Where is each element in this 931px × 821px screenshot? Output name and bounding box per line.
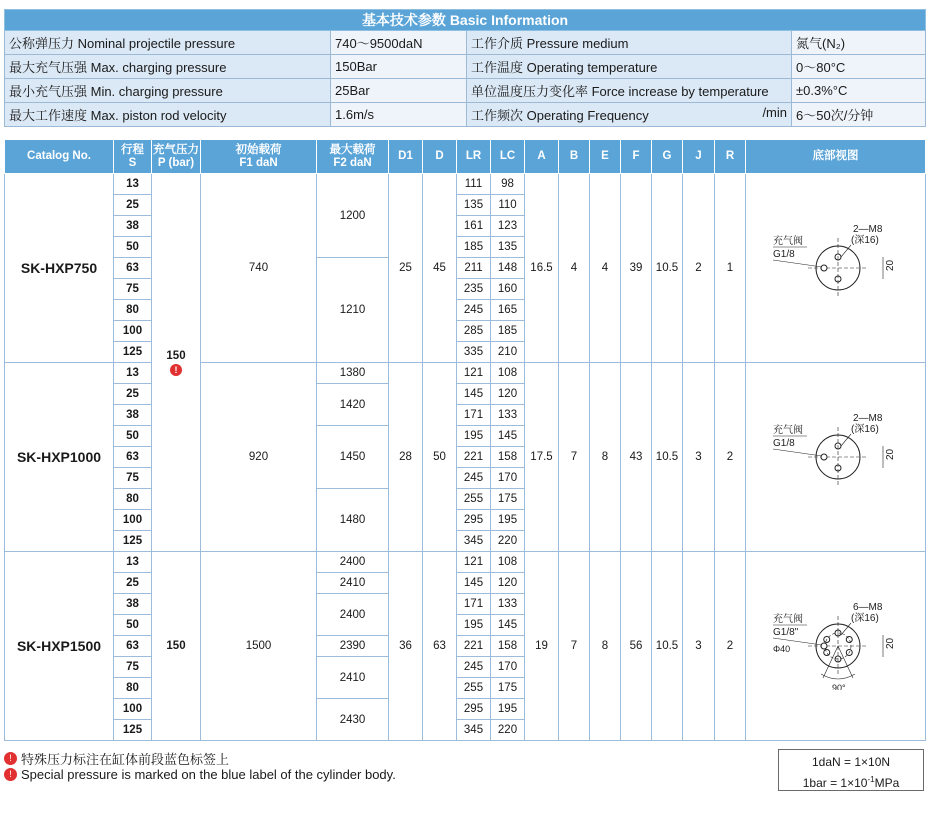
table-header-row — [5, 140, 926, 174]
lr-value: 245 — [457, 300, 491, 321]
info-label: 公称弹压力 Nominal projectile pressure — [5, 31, 331, 55]
stroke-value: 63 — [114, 636, 152, 657]
f2-value: 1210 — [317, 258, 389, 363]
f1-value: 920 — [201, 363, 317, 552]
col-f: F — [621, 140, 652, 174]
lc-value: 158 — [491, 447, 525, 468]
lc-value: 185 — [491, 321, 525, 342]
lc-value: 133 — [491, 405, 525, 426]
lc-value: 133 — [491, 594, 525, 615]
f2-value: 2400 — [317, 552, 389, 573]
d-value: 63 — [423, 552, 457, 741]
col-j: J — [683, 140, 715, 174]
lc-value: 160 — [491, 279, 525, 300]
stroke-value: 80 — [114, 300, 152, 321]
col-stroke: 行程 S — [114, 140, 152, 174]
stroke-value: 125 — [114, 342, 152, 363]
col-catalog: Catalog No. — [5, 140, 114, 174]
pressure-value: 150 — [166, 349, 186, 362]
f-value: 39 — [621, 174, 652, 363]
stroke-value: 13 — [114, 174, 152, 195]
note-cn — [4, 749, 229, 768]
b-value: 7 — [559, 552, 590, 741]
lr-value: 221 — [457, 636, 491, 657]
col-f1: 初始载荷 F1 daN — [201, 140, 317, 174]
lc-value: 195 — [491, 510, 525, 531]
a-value: 19 — [525, 552, 559, 741]
lc-value: 108 — [491, 552, 525, 573]
col-d: D — [423, 140, 457, 174]
thread-label: G1/8 — [772, 248, 795, 260]
info-value: 1.6m/s — [331, 103, 467, 127]
col-g: G — [652, 140, 683, 174]
lr-value: 295 — [457, 510, 491, 531]
f-value: 56 — [621, 552, 652, 741]
info-value: 25Bar — [331, 79, 467, 103]
stroke-value: 50 — [114, 426, 152, 447]
info-value: 150Bar — [331, 55, 467, 79]
stroke-value: 13 — [114, 552, 152, 573]
dimension-label: 20 — [884, 637, 896, 649]
stroke-value: 38 — [114, 216, 152, 237]
lr-value: 171 — [457, 594, 491, 615]
lr-value: 245 — [457, 657, 491, 678]
col-pressure: 充气压力 P (bar) — [152, 140, 201, 174]
lc-value: 110 — [491, 195, 525, 216]
lc-value: 123 — [491, 216, 525, 237]
lc-value: 120 — [491, 384, 525, 405]
f2-value: 1450 — [317, 426, 389, 489]
angle-line — [823, 646, 838, 678]
lc-value: 148 — [491, 258, 525, 279]
f2-value: 2410 — [317, 657, 389, 699]
d-value: 45 — [423, 174, 457, 363]
lr-value: 195 — [457, 615, 491, 636]
col-b: B — [559, 140, 590, 174]
lc-value: 145 — [491, 615, 525, 636]
lc-value: 120 — [491, 573, 525, 594]
info-row — [5, 55, 926, 79]
charging-valve — [821, 643, 827, 649]
pressure-cell — [152, 174, 201, 552]
lr-value: 145 — [457, 573, 491, 594]
leader-line — [773, 260, 822, 267]
col-e: E — [590, 140, 621, 174]
j-value: 2 — [683, 174, 715, 363]
info-row — [5, 31, 926, 55]
note-en — [4, 767, 396, 782]
stroke-value: 75 — [114, 279, 152, 300]
table-row — [5, 363, 926, 384]
table-row — [5, 174, 926, 195]
info-value: 0～80°C — [792, 55, 926, 79]
basic-info-table — [4, 9, 926, 127]
lc-value: 165 — [491, 300, 525, 321]
lr-value: 255 — [457, 489, 491, 510]
f2-value: 1200 — [317, 174, 389, 258]
charging-valve — [821, 265, 827, 271]
g-value: 10.5 — [652, 552, 683, 741]
f-value: 43 — [621, 363, 652, 552]
lr-value: 145 — [457, 384, 491, 405]
warning-icon: ! — [4, 752, 17, 765]
a-value: 16.5 — [525, 174, 559, 363]
lr-value: 295 — [457, 699, 491, 720]
bottom-view-cell — [746, 174, 926, 363]
lc-value: 220 — [491, 531, 525, 552]
g-value: 10.5 — [652, 363, 683, 552]
angle-line — [838, 646, 853, 678]
lr-value: 121 — [457, 363, 491, 384]
f2-value: 2410 — [317, 573, 389, 594]
e-value: 8 — [590, 363, 621, 552]
bolt-hole — [846, 636, 852, 642]
lc-value: 145 — [491, 426, 525, 447]
valve-label: 充气阀 — [772, 235, 803, 247]
stroke-value: 100 — [114, 510, 152, 531]
thread-label: G1/8 — [772, 437, 795, 449]
f2-value: 1380 — [317, 363, 389, 384]
info-label: 单位温度压力变化率 Force increase by temperature — [467, 79, 792, 103]
thread-label: G1/8" — [772, 626, 798, 638]
info-row — [5, 103, 926, 127]
lr-value: 135 — [457, 195, 491, 216]
bottom-view-drawing — [771, 600, 901, 690]
stroke-value: 63 — [114, 258, 152, 279]
info-value: 氮气(N₂) — [792, 31, 926, 55]
pressure-value: 150 — [152, 552, 201, 741]
lr-value: 335 — [457, 342, 491, 363]
f2-value: 1480 — [317, 489, 389, 552]
angle-arc — [821, 674, 855, 679]
stroke-value: 125 — [114, 531, 152, 552]
f2-value: 2400 — [317, 594, 389, 636]
col-bottom-view: 底部视图 — [746, 140, 926, 174]
lr-value: 111 — [457, 174, 491, 195]
stroke-value: 25 — [114, 195, 152, 216]
dimension-label: 20 — [884, 448, 896, 460]
unit-line-dan: 1daN = 1×10N — [811, 755, 891, 769]
bottom-view-drawing — [771, 411, 901, 501]
bottom-view-cell — [746, 552, 926, 741]
d-value: 50 — [423, 363, 457, 552]
lc-value: 195 — [491, 699, 525, 720]
info-row — [5, 79, 926, 103]
j-value: 3 — [683, 363, 715, 552]
lc-value: 210 — [491, 342, 525, 363]
spec-table — [4, 139, 926, 741]
stroke-value: 13 — [114, 363, 152, 384]
lr-value: 345 — [457, 720, 491, 741]
lr-value: 171 — [457, 405, 491, 426]
col-a: A — [525, 140, 559, 174]
bottom-view-drawing — [771, 222, 901, 312]
catalog-no: SK-HXP1000 — [5, 363, 114, 552]
charging-valve — [821, 454, 827, 460]
stroke-value: 38 — [114, 405, 152, 426]
col-d1: D1 — [389, 140, 423, 174]
info-value: 6～50次/分钟 — [792, 103, 926, 127]
depth-label: (深16) — [850, 234, 879, 246]
info-label: 最小充气压强 Min. charging pressure — [5, 79, 331, 103]
f2-value: 1420 — [317, 384, 389, 426]
warning-icon: ! — [4, 768, 17, 781]
stroke-value: 50 — [114, 615, 152, 636]
valve-label: 充气阀 — [772, 424, 803, 436]
b-value: 4 — [559, 174, 590, 363]
info-label: 最大充气压强 Max. charging pressure — [5, 55, 331, 79]
stroke-value: 125 — [114, 720, 152, 741]
lr-value: 161 — [457, 216, 491, 237]
info-value: ±0.3%°C — [792, 79, 926, 103]
lc-value: 170 — [491, 468, 525, 489]
stroke-value: 75 — [114, 468, 152, 489]
depth-label: (深16) — [850, 612, 879, 624]
unit-line-bar: $1bar = 1\times 10^{-1}MPa$ — [802, 775, 900, 790]
d1-value: 25 — [389, 174, 423, 363]
angle-label: 90° — [831, 682, 846, 690]
col-lc: LC — [491, 140, 525, 174]
table-row — [5, 552, 926, 573]
g-value: 10.5 — [652, 174, 683, 363]
lc-value: 220 — [491, 720, 525, 741]
col-f2: 最大载荷 F2 daN — [317, 140, 389, 174]
depth-label: (深16) — [850, 423, 879, 435]
pcd-label: Φ40 — [772, 643, 790, 654]
stroke-value: 100 — [114, 699, 152, 720]
lr-value: 345 — [457, 531, 491, 552]
stroke-value: 25 — [114, 384, 152, 405]
lc-value: 175 — [491, 678, 525, 699]
e-value: 4 — [590, 174, 621, 363]
lr-value: 195 — [457, 426, 491, 447]
lc-value: 108 — [491, 363, 525, 384]
col-lr: LR — [457, 140, 491, 174]
warning-icon: ! — [170, 364, 182, 376]
lr-value: 185 — [457, 237, 491, 258]
info-label: 工作频次 Operating Frequency /min — [467, 103, 792, 127]
r-value: 1 — [715, 174, 746, 363]
stroke-value: 100 — [114, 321, 152, 342]
holes-label: 2—M8 — [852, 223, 882, 235]
f2-value: 2430 — [317, 699, 389, 741]
note-en-text: Special pressure is marked on the blue label of the cylinder body. — [21, 767, 396, 782]
lr-value: 245 — [457, 468, 491, 489]
stroke-value: 75 — [114, 657, 152, 678]
lr-value: 121 — [457, 552, 491, 573]
holes-label: 6—M8 — [852, 601, 882, 613]
stroke-value: 50 — [114, 237, 152, 258]
lr-value: 285 — [457, 321, 491, 342]
table-body — [5, 174, 926, 741]
stroke-value: 63 — [114, 447, 152, 468]
lr-value: 235 — [457, 279, 491, 300]
stroke-value: 80 — [114, 678, 152, 699]
bottom-view-cell — [746, 363, 926, 552]
stroke-value: 25 — [114, 573, 152, 594]
r-value: 2 — [715, 363, 746, 552]
f2-value: 2390 — [317, 636, 389, 657]
lc-value: 98 — [491, 174, 525, 195]
lr-value: 255 — [457, 678, 491, 699]
e-value: 8 — [590, 552, 621, 741]
lc-value: 135 — [491, 237, 525, 258]
r-value: 2 — [715, 552, 746, 741]
lr-value: 221 — [457, 447, 491, 468]
catalog-no: SK-HXP750 — [5, 174, 114, 363]
info-label: 工作温度 Operating temperature — [467, 55, 792, 79]
stroke-value: 80 — [114, 489, 152, 510]
info-label: 最大工作速度 Max. piston rod velocity — [5, 103, 331, 127]
d1-value: 36 — [389, 552, 423, 741]
lc-value: 170 — [491, 657, 525, 678]
col-r: R — [715, 140, 746, 174]
f1-value: 1500 — [201, 552, 317, 741]
stroke-value: 38 — [114, 594, 152, 615]
lr-value: 211 — [457, 258, 491, 279]
a-value: 17.5 — [525, 363, 559, 552]
info-value: 740～9500daN — [331, 31, 467, 55]
unit-conversion-box — [778, 749, 924, 791]
info-label: 工作介质 Pressure medium — [467, 31, 792, 55]
bolt-hole — [823, 649, 829, 655]
catalog-no: SK-HXP1500 — [5, 552, 114, 741]
dimension-label: 20 — [884, 259, 896, 271]
valve-label: 充气阀 — [772, 613, 803, 625]
j-value: 3 — [683, 552, 715, 741]
holes-label: 2—M8 — [852, 412, 882, 424]
f1-value: 740 — [201, 174, 317, 363]
info-title: 基本技术参数 Basic Information — [5, 10, 926, 31]
lc-value: 175 — [491, 489, 525, 510]
leader-line — [773, 449, 822, 456]
b-value: 7 — [559, 363, 590, 552]
lc-value: 158 — [491, 636, 525, 657]
note-cn-text: 特殊压力标注在缸体前段蓝色标签上 — [21, 752, 230, 767]
d1-value: 28 — [389, 363, 423, 552]
